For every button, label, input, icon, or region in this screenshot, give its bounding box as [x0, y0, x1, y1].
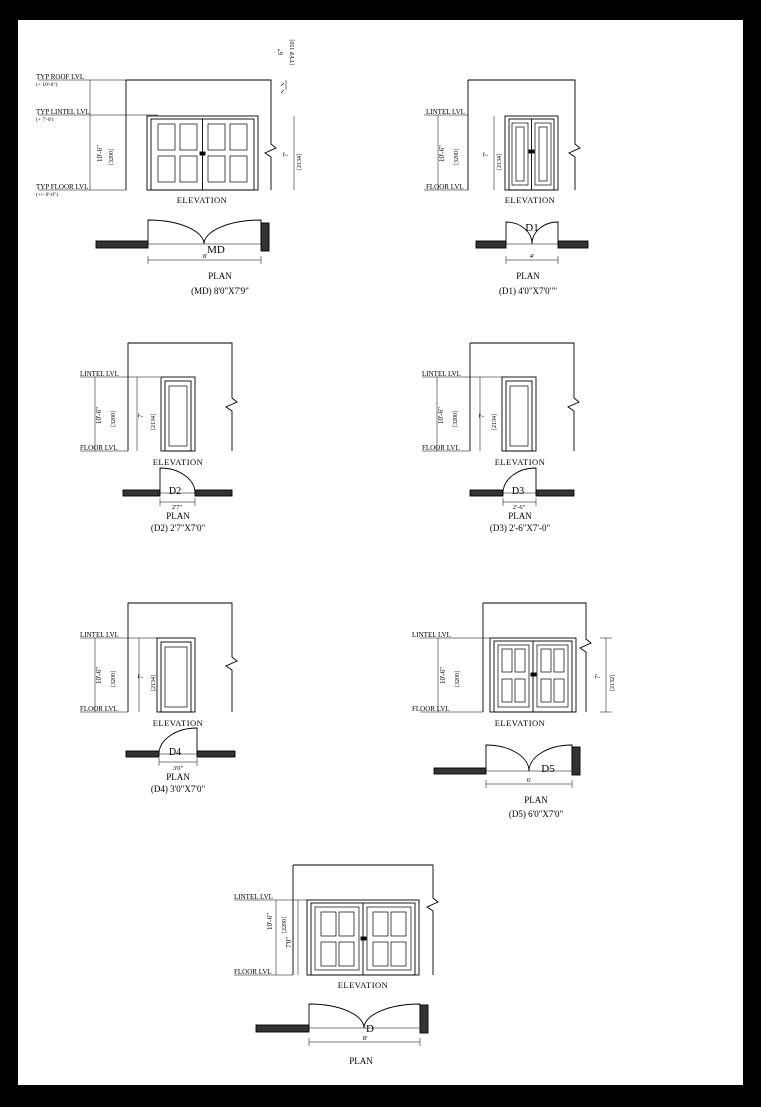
door-frame-outer-d2 [161, 377, 195, 451]
plan-width-label: 4' [529, 253, 535, 260]
lintel-level-label: LINTEL LVL [422, 370, 461, 378]
wall-height-label: 10'-6" [439, 667, 447, 684]
plan-width-label: 2'7" [171, 504, 183, 511]
door-handle-d6 [361, 937, 366, 940]
wall-height-label: 10'-6" [437, 407, 445, 424]
floor-level-label: TYP FLOOR LVL [36, 183, 89, 191]
plan-wall-right-d4 [197, 751, 235, 757]
plan-title: PLAN [349, 1056, 373, 1066]
plan-title: PLAN [166, 511, 190, 521]
floor-level-sub: (+/- 0'-0") [36, 192, 59, 198]
door-handle-d1 [529, 150, 534, 153]
door-tag: D1 [525, 222, 539, 234]
wall-height-label: 10'-6" [95, 667, 103, 684]
wall-outline-md [126, 80, 276, 190]
lintel-level-label: TYP LINTEL LVL [36, 108, 90, 116]
plan-wall-right-d3 [536, 490, 574, 496]
wall-outline-d2 [128, 343, 237, 451]
plan-width-label: 8' [362, 1035, 368, 1042]
plan-width-label: 3'0" [172, 765, 184, 772]
door-leaf-d4 [165, 647, 187, 707]
detail-d4 [80, 603, 237, 766]
elevation-title: ELEVATION [176, 195, 228, 205]
wall-height-label: 10'-6" [438, 145, 446, 162]
wall-height-mm: [2200] [282, 917, 288, 933]
lintel-level-label: LINTEL LVL [80, 370, 119, 378]
wall-height-mm: [3200] [111, 411, 117, 427]
door-frame-outer-d3 [502, 377, 536, 451]
door-swing-left-md [148, 220, 204, 244]
elevation-title: ELEVATION [152, 718, 204, 728]
wall-height-mm: [3200] [111, 671, 117, 687]
plan-wall-left-d2 [123, 490, 160, 496]
plan-wall-left-d6 [256, 1025, 309, 1032]
door-height-label: 7' [594, 674, 602, 679]
plan-wall-right-d2 [195, 490, 232, 496]
door-height-mm: [2134] [492, 414, 498, 430]
plan-wall-right-md [261, 223, 269, 251]
door-frame-inner-d4 [161, 642, 191, 712]
door-caption: (D2) 2'7"X7'0" [150, 523, 206, 533]
door-tag: D [366, 1023, 374, 1035]
elevation-d4 [80, 603, 237, 712]
plan-wall-left-d3 [470, 490, 503, 496]
door-handle-d5 [531, 673, 536, 676]
door-height-mm: [2134] [151, 675, 157, 691]
elevation-title: ELEVATION [494, 718, 546, 728]
floor-level-label: FLOOR LVL [426, 183, 464, 191]
door-swing-left-d6 [309, 1004, 364, 1028]
floor-level-label: FLOOR LVL [412, 705, 450, 713]
door-caption: (D5) 6'0"X7'0" [508, 809, 564, 819]
plan-wall-left-d5 [434, 768, 486, 774]
door-height-mm: [2134] [151, 414, 157, 430]
wall-height-label: 10'-6" [266, 913, 274, 930]
level-lines-d3 [422, 377, 502, 451]
door-height-mm: [2134] [497, 154, 503, 170]
detail-d3 [422, 343, 579, 506]
door-height-label: 7'0" [285, 936, 293, 948]
lintel-level-label: LINTEL LVL [80, 631, 119, 639]
door-tag: D4 [168, 747, 182, 758]
plan-md [96, 220, 269, 264]
plan-width-label: 6' [526, 777, 532, 784]
level-lines-d6 [234, 900, 314, 975]
door-caption: (D3) 2'-6"X7'-0" [489, 523, 551, 533]
roof-level-label: TYP ROOF LVL [36, 73, 85, 81]
roof-level-sub: (+ 10'-0") [36, 82, 58, 88]
parapet-break-md [281, 83, 284, 93]
floor-level-label: FLOOR LVL [234, 968, 272, 976]
plan-title: PLAN [524, 795, 548, 805]
elevation-d6 [234, 865, 438, 975]
plan-d5 [434, 745, 580, 788]
plan-title: PLAN [508, 511, 532, 521]
door-caption: (MD) 8'0"X7'9" [191, 286, 249, 296]
door-swing-right-md [204, 220, 261, 244]
wall-outline-d3 [470, 343, 579, 451]
lintel-level-label: LINTEL LVL [426, 108, 465, 116]
elevation-d5 [420, 603, 612, 712]
wall-outline-d4 [128, 603, 237, 712]
elevation-title: ELEVATION [152, 457, 204, 467]
plan-title: PLAN [166, 772, 190, 782]
drawing-sheet [18, 20, 743, 1085]
door-tag: D2 [168, 486, 182, 497]
plan-wall-right-d5 [572, 747, 580, 775]
level-lines-md [38, 80, 158, 190]
elevation-d1 [424, 80, 580, 190]
door-height-label: 7' [478, 413, 486, 418]
wall-height-mm: [3200] [454, 149, 460, 165]
door-height-label: 7' [482, 152, 490, 157]
wall-height-mm: [3200] [453, 411, 459, 427]
door-tag: D3 [511, 486, 525, 497]
lintel-level-sub: (+ 7'-0') [36, 117, 54, 123]
elevation-title: ELEVATION [504, 195, 556, 205]
door-tag: MD [207, 244, 225, 256]
plan-title: PLAN [208, 271, 232, 281]
door-height-label: 7' [137, 674, 145, 679]
plan-title: PLAN [516, 271, 540, 281]
parapet-dim: 6" [277, 48, 285, 55]
elevation-md [38, 80, 294, 190]
wall-height-label: 10'-6" [96, 145, 104, 162]
lintel-level-label: LINTEL LVL [234, 893, 273, 901]
door-caption: (D1) 4'0"X7'0"" [498, 286, 558, 296]
wall-height-mm: [3200] [455, 671, 461, 687]
door-schedule-drawing [18, 20, 743, 1085]
door-frame-outer-d4 [157, 638, 195, 712]
elevation-title: ELEVATION [337, 980, 389, 990]
lintel-level-label: LINTEL LVL [412, 631, 451, 639]
plan-wall-left-md [96, 241, 148, 248]
door-height-label: 7' [137, 413, 145, 418]
door-tag: D5 [541, 763, 555, 775]
parapet-note: [TYP 150] [290, 39, 296, 65]
elevation-d3 [422, 343, 579, 451]
detail-d2 [80, 343, 237, 506]
door-height-mm: [2134] [297, 154, 303, 170]
elevation-title: ELEVATION [494, 457, 546, 467]
wall-height-mm: [3200] [109, 149, 115, 165]
door-leaf-d2 [169, 386, 187, 446]
door-caption: (D4) 3'0"X7'0" [150, 784, 206, 794]
level-lines-d4 [80, 638, 160, 712]
plan-width-label: 8' [202, 253, 208, 260]
door-swing-left-d5 [486, 745, 529, 771]
plan-wall-left-d1 [476, 241, 506, 248]
elevation-d2 [80, 343, 237, 451]
door-handle-md [200, 152, 205, 155]
plan-wall-left-d4 [126, 751, 159, 757]
plan-width-label: 2'-6" [512, 504, 526, 511]
level-lines-d1 [424, 115, 468, 190]
plan-wall-right-d1 [558, 241, 588, 248]
floor-level-label: FLOOR LVL [422, 444, 460, 452]
plan-d6 [256, 1004, 428, 1046]
wall-height-label: 10'-6" [95, 407, 103, 424]
plan-wall-right-d6 [420, 1005, 428, 1033]
door-leaf-d3 [510, 386, 528, 446]
door-height-label: 7' [282, 152, 290, 157]
door-height-mm: [2132] [610, 675, 616, 691]
floor-level-label: FLOOR LVL [80, 444, 118, 452]
floor-level-label: FLOOR LVL [80, 705, 118, 713]
level-lines-d2 [80, 377, 160, 451]
